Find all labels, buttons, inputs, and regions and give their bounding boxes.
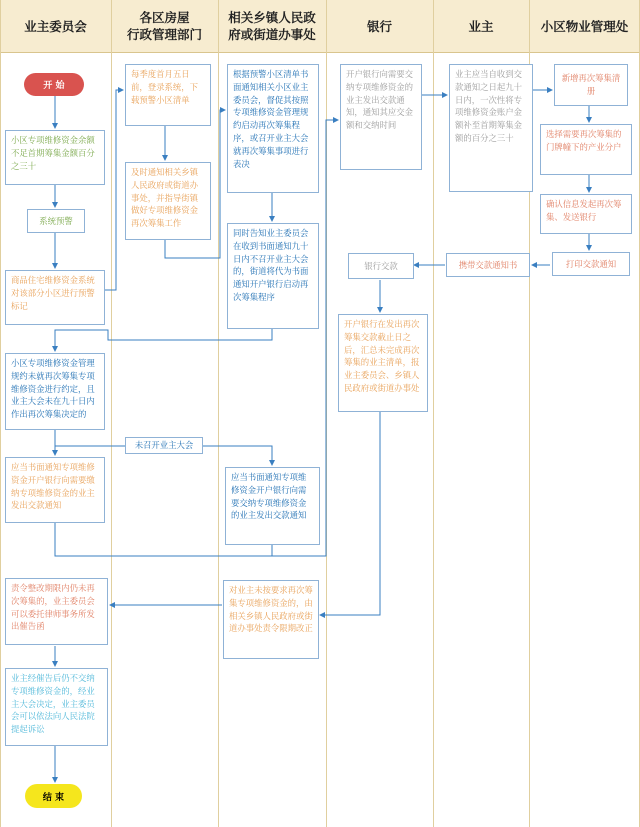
owner-pay-box: 业主应当自收到交款通知之日起九十日内，一次性将专项维修资金账户金额补至首期筹集金额的百分之三十 <box>449 64 533 192</box>
end-node: 结 束 <box>25 784 82 808</box>
pm-select-box: 选择需要再次筹集的门牌幢下的产业分户 <box>540 124 632 175</box>
column-header-owners-committee: 业主委员会 <box>24 18 87 34</box>
column-header-housing-dept: 各区房屋 行政管理部门 <box>126 10 202 42</box>
committee-rules-box: 小区专项维修资金管理规约未就再次筹集专项维修资金进行约定，且业主大会未在九十日内作出再次筹集决定的 <box>5 353 105 430</box>
bank-report-box: 开户银行在发出再次筹集交款截止日之后，汇总未完成再次筹集的业主清单，报业主委员会、乡镇人民政府或街道办事处 <box>338 314 428 412</box>
system-alert-box: 系统预警 <box>27 209 85 233</box>
pm-print-box: 打印交款通知 <box>552 252 630 276</box>
column-header-owner: 业主 <box>468 18 494 34</box>
bank-pay-box: 银行交款 <box>348 253 414 279</box>
no-meeting-label: 未召开业主大会 <box>125 437 203 454</box>
gov-order-box: 对业主未按要求再次筹集专项维修资金的，由相关乡镇人民政府或街道办事处责令限期改正 <box>223 580 319 659</box>
column-header-bank: 银行 <box>366 18 392 34</box>
pm-new-list-box: 新增再次筹集清册 <box>554 64 628 106</box>
dept-notify-box: 及时通知相关乡镇人民政府或街道办事处，并指导街镇做好专项维修资金再次筹集工作 <box>125 162 211 240</box>
gov-notify-bank-box: 同时告知业主委员会在收到书面通知九十日内不召开业主大会的，街道将代为书面通知开户银行启动再次筹集程序 <box>227 223 319 329</box>
committee-sue-box: 业主经催告后仍不交纳专项维修资金的，经业主大会决定，业主委员会可以依法向人民法院提起诉讼 <box>5 668 108 746</box>
owners-insufficient-box: 小区专项维修资金余额不足首期筹集金额百分之三十 <box>5 130 105 185</box>
column-header-township-gov: 相关乡镇人民政 府或街道办事处 <box>228 10 316 42</box>
pm-confirm-box: 确认信息发起再次筹集、发送银行 <box>540 194 632 234</box>
commercial-mark-box: 商品住宅维修资金系统对该部分小区进行预警标记 <box>5 270 105 325</box>
committee-lawyer-box: 责令整改期限内仍未再次筹集的，业主委员会可以委托律师事务所发出催告函 <box>5 578 108 645</box>
committee-notify-box: 应当书面通知专项维修资金开户银行向需要缴纳专项维修资金的业主发出交款通知 <box>5 457 105 523</box>
owner-carry-box: 携带交款通知书 <box>446 253 530 277</box>
bank-notice-box: 开户银行向需要交纳专项维修资金的业主发出交款通知，通知其应交金额和交纳时间 <box>340 64 422 170</box>
column-header-property-mgmt: 小区物业管理处 <box>540 18 629 34</box>
dept-download-box: 每季度首月五日前，登录系统，下载预警小区清单 <box>125 64 211 126</box>
gov-urge-box: 根据预警小区清单书面通知相关小区业主委员会，督促其按照专项维修资金管理规约启动再次筹集程序，或召开业主大会就再次筹集事项进行表决 <box>227 64 319 193</box>
gov-notify-box: 应当书面通知专项维修资金开户银行向需要交纳专项维修资金的业主发出交款通知 <box>225 467 320 545</box>
start-node: 开 始 <box>24 73 84 96</box>
